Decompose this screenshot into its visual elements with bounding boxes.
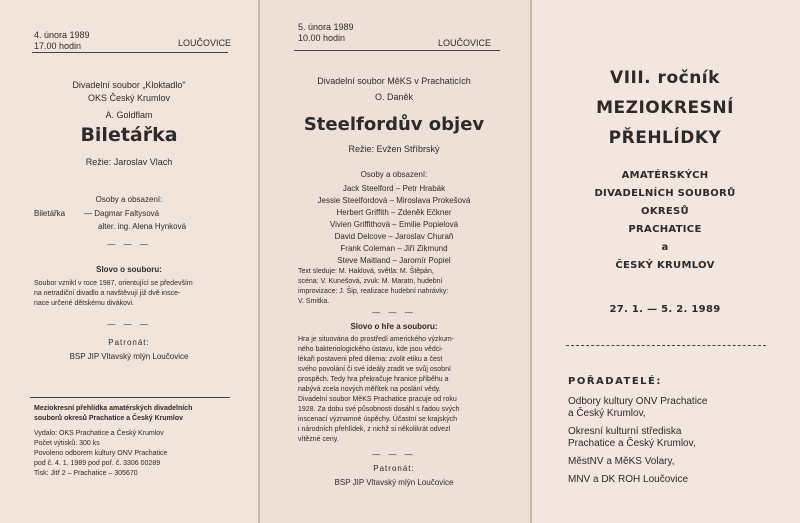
- organizers-heading: POŘADATELÉ:: [568, 376, 662, 387]
- author: O. Daněk: [374, 92, 414, 102]
- cast-line: Vivien Griffithová – Emilie Popielová: [329, 220, 459, 229]
- organizer-line: Odbory kultury ONV Prachatice: [568, 396, 708, 407]
- about-line: vítězné ceny.: [298, 436, 339, 443]
- cast-heading: Osoby a obsazení:: [95, 195, 163, 204]
- separator: — — —: [107, 320, 151, 329]
- cast-line: Frank Coleman – Jiří Zikmund: [340, 244, 448, 253]
- venue: LOUČOVICE: [438, 38, 492, 48]
- subtitle-line: AMATÉRSKÝCH: [621, 170, 709, 181]
- cast-heading: Osoby a obsazení:: [360, 170, 428, 179]
- about-line: Hra je situována do prostředí amerického výzkum-: [298, 336, 455, 343]
- organizer-line: MNV a DK ROH Loučovice: [568, 474, 689, 485]
- cast-line: Jack Steelford – Petr Hrabák: [342, 184, 446, 193]
- imprint-line: Počet výtisků: 300 ks: [34, 440, 100, 447]
- subtitle-line: PRACHATICE: [628, 224, 702, 235]
- separator: — — —: [107, 240, 151, 249]
- organizer-line: Okresní kulturní střediska: [568, 426, 682, 437]
- imprint-line: Tisk: Jitř 2 – Prachatice – 305670: [34, 470, 138, 477]
- organizer-line: a Český Krumlov,: [568, 408, 646, 419]
- credits-line: V. Smitka.: [298, 298, 330, 305]
- about-line: i národních přehlídek, z nichž si několikrát odvezl: [298, 426, 451, 433]
- director: Režie: Jaroslav Vlach: [85, 157, 173, 167]
- about-line: lékaři postaveni před dilema: zvolit etiku a čest: [298, 356, 443, 363]
- cast-line: Steve Maitland – Jaromír Popiel: [337, 256, 451, 265]
- subtitle-line: OKRESŮ: [641, 206, 689, 217]
- organizer-line: MěstNV a MěKS Volary,: [568, 456, 675, 467]
- header-rule: [294, 50, 500, 51]
- credits-line: Text sleduje: M. Haklová, světla: M. Štěpán,: [298, 268, 434, 275]
- credits-line: improvizace: J. Šip, realizace hudební nahrávky:: [298, 288, 449, 295]
- about-line: ného bakteriologického ústavu, kde jsou vědci-: [298, 346, 444, 353]
- performance-time: 10.00 hodin: [298, 33, 346, 43]
- about-line: svého povolání či své ideály zradit ve svůj osobní: [298, 366, 451, 373]
- author: A. Goldflam: [105, 110, 153, 120]
- about-line: na netradiční divadlo a navštěvují již dvě insce-: [34, 290, 181, 297]
- about-line: Divadelní soubor MěKS Prachatice pracuje od roku: [298, 396, 457, 403]
- divider: [566, 345, 766, 346]
- subtitle-line: ČESKÝ KRUMLOV: [615, 260, 715, 271]
- performance-time: 17.00 hodin: [34, 41, 82, 51]
- venue: LOUČOVICE: [178, 38, 232, 48]
- about-heading: Slovo o souboru:: [96, 265, 162, 274]
- festival-dates: 27. 1. — 5. 2. 1989: [609, 304, 721, 315]
- fold-line: [258, 0, 260, 523]
- imprint-line: Vydalo: OKS Prachatice a Český Krumlov: [34, 430, 164, 437]
- cast-alternate: alter. ing. Alena Hynková: [98, 222, 187, 231]
- header-rule: [32, 52, 228, 53]
- footer-rule: [30, 397, 230, 398]
- cast-line: Herbert Griffith – Zdeněk Ečkner: [336, 208, 452, 217]
- panel-steelforduv-objev: [258, 0, 530, 523]
- organizer-line: Prachatice a Český Krumlov,: [568, 438, 696, 449]
- cast-line: David Delcove – Jaroslav Churaň: [334, 232, 454, 241]
- about-line: inscenací významné úspěchy. Účastní se krajských: [298, 416, 457, 423]
- cast-actor: — Dagmar Faltysová: [84, 209, 160, 218]
- separator: — — —: [372, 450, 416, 459]
- panel-biletarka: [0, 0, 258, 523]
- subtitle-line: DIVADELNÍCH SOUBORŮ: [594, 188, 736, 199]
- ensemble-org: OKS Český Krumlov: [87, 93, 171, 103]
- about-heading: Slovo o hře a souboru:: [350, 322, 438, 331]
- play-title: Biletářka: [80, 124, 178, 146]
- imprint-line: Povoleno odborem kultury ONV Prachatice: [34, 450, 168, 457]
- about-line: nace určené dětskému divákovi.: [34, 300, 134, 307]
- fold-line: [530, 0, 532, 523]
- imprint-line: pod č. 4. 1. 1989 pod poř. č. 3306 00289: [34, 460, 161, 467]
- credits-line: scéna: V. Kunešová, zvuk: M. Maratn, hudební: [298, 278, 443, 285]
- about-line: nabývá zcela nových měřítek na poslání vědy.: [298, 386, 441, 393]
- edition: VIII. ročník: [610, 68, 720, 88]
- performance-date: 5. února 1989: [298, 22, 354, 32]
- footer-line: Meziokresní přehlídka amatérských divadelních: [34, 405, 193, 412]
- about-line: Soubor vznikl v roce 1987, orientující se především: [34, 280, 193, 287]
- ensemble-name: Divadelní soubor „Kloktadlo": [72, 80, 186, 90]
- festival-title-line2: PŘEHLÍDKY: [608, 128, 722, 148]
- subtitle-line: a: [661, 242, 669, 253]
- separator: — — —: [372, 308, 416, 317]
- panel-festival-cover: [530, 0, 800, 523]
- director: Režie: Evžen Stříbrský: [348, 144, 440, 154]
- patron-name: BSP JIP Vltavský mlýn Loučovice: [334, 478, 454, 487]
- cast-role: Biletářka: [34, 209, 66, 218]
- about-line: 1928. Za dobu své působnosti dosáhl s řadou svých: [298, 406, 460, 413]
- performance-date: 4. února 1989: [34, 30, 90, 40]
- patron-heading: Patronát:: [373, 464, 415, 473]
- play-title: Steelfordův objev: [303, 114, 485, 135]
- patron-name: BSP JIP Vltavský mlýn Loučovice: [69, 352, 189, 361]
- footer-line: souborů okresů Prachatice a Český Krumlov: [34, 415, 183, 422]
- ensemble-name: Divadelní soubor MěKS v Prachaticích: [317, 76, 471, 86]
- festival-title-line1: MEZIOKRESNÍ: [596, 98, 734, 118]
- about-line: prospěch. Tedy hra překračuje hranice příběhu a: [298, 376, 449, 383]
- patron-heading: Patronát:: [108, 338, 150, 347]
- cast-line: Jessie Steelfordová – Miroslava Prokešová: [317, 196, 471, 205]
